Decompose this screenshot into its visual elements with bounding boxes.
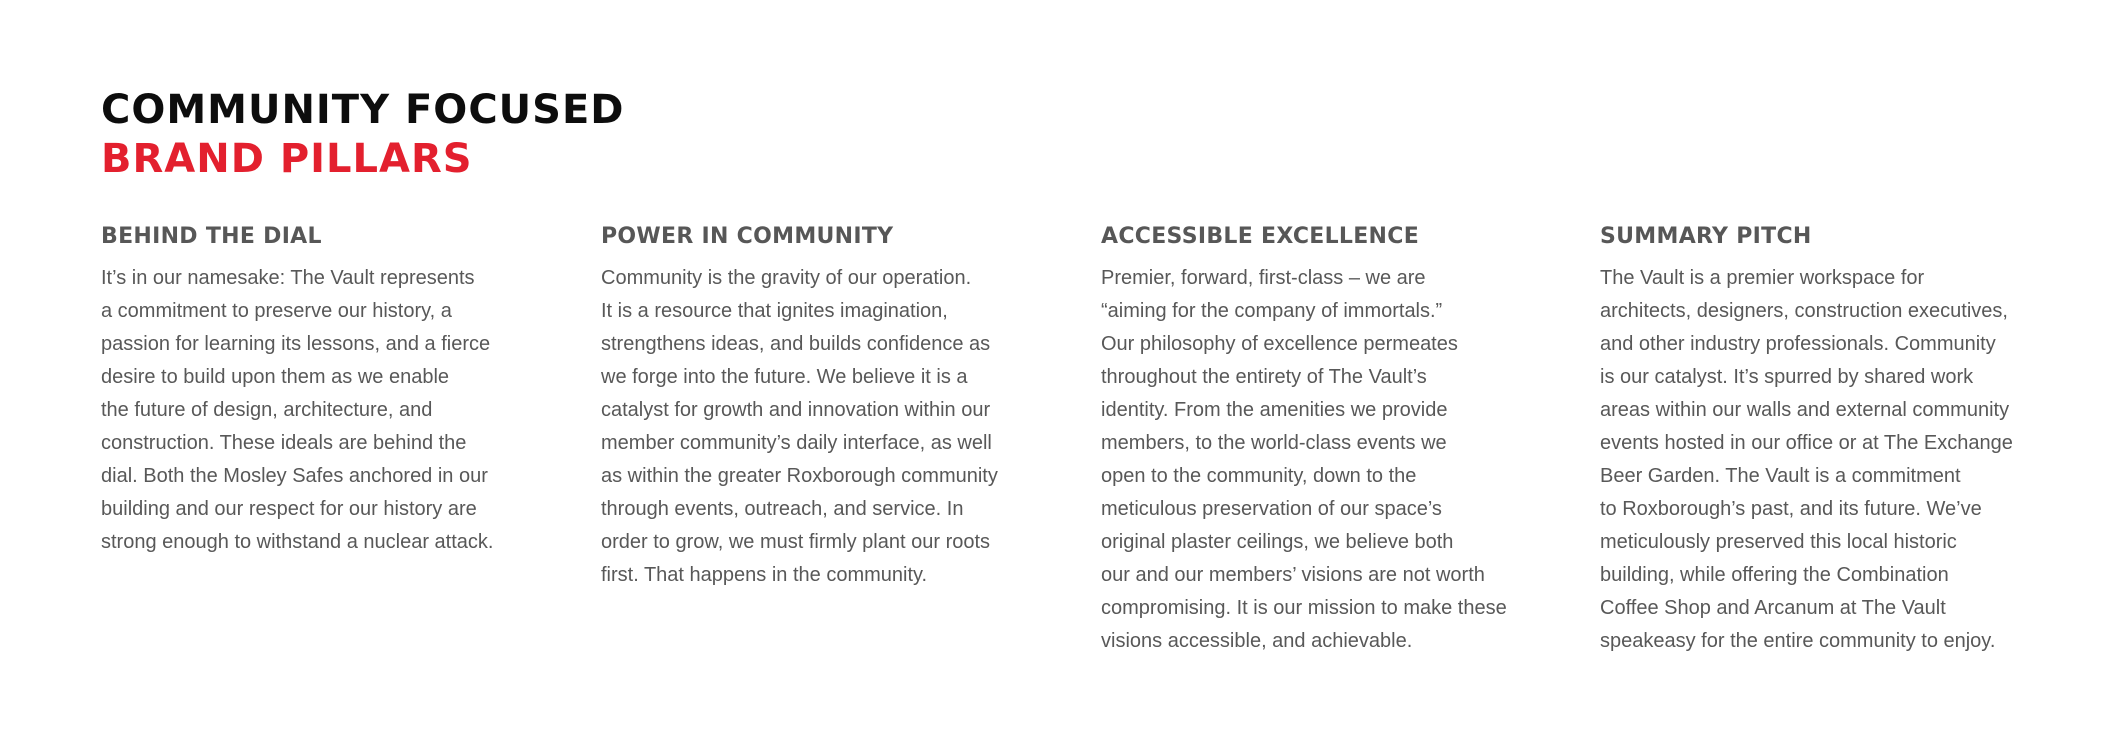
pillar-body-line: It is a resource that ignites imagination, [601,300,948,322]
pillar-body-line: as within the greater Roxborough community [601,465,998,487]
pillar-body-line: is our catalyst. It’s spurred by shared work [1600,366,1974,388]
page-heading [101,86,624,184]
pillar-body-line: we forge into the future. We believe it is a [601,366,968,388]
pillar-body-line: meticulous preservation of our space’s [1101,498,1442,520]
pillar-columns [0,222,2116,702]
pillar-body-line: member community’s daily interface, as well [601,432,992,454]
pillar-power-in-community [601,222,998,592]
pillar-body-line: “aiming for the company of immortals.” [1101,300,1443,322]
pillar-body [1101,262,1507,658]
pillar-title: ACCESSIBLE EXCELLENCE [1101,224,1420,249]
pillar-body-line: catalyst for growth and innovation within our [601,399,991,421]
pillar-body-line: architects, designers, construction executives, [1600,300,2008,322]
pillar-body-line: first. That happens in the community. [601,564,928,586]
pillar-body-line: desire to build upon them as we enable [101,366,450,388]
pillar-body-line: areas within our walls and external community [1600,399,2010,421]
page-subtitle: BRAND PILLARS [101,136,473,182]
pillar-body-line: and other industry professionals. Community [1600,333,1996,355]
pillar-body-line: strong enough to withstand a nuclear attack. [101,531,494,553]
pillar-body-line: building, while offering the Combination [1600,564,1949,586]
pillar-body-line: identity. From the amenities we provide [1101,399,1448,421]
pillar-body-line: our and our members’ visions are not worth [1101,564,1485,586]
pillar-body-line: building and our respect for our history are [101,498,477,520]
pillar-body [1600,262,2013,658]
pillar-title: BEHIND THE DIAL [101,224,322,249]
pillar-title: SUMMARY PITCH [1600,224,1812,249]
pillar-body-line: original plaster ceilings, we believe both [1101,531,1454,553]
pillar-body-line: throughout the entirety of The Vault’s [1101,366,1427,388]
pillar-title: POWER IN COMMUNITY [601,224,894,249]
pillar-body-line: open to the community, down to the [1101,465,1417,487]
pillar-body-line: members, to the world-class events we [1101,432,1447,454]
pillar-body-line: the future of design, architecture, and [101,399,433,421]
pillar-accessible-excellence [1101,222,1507,658]
pillar-body-line: construction. These ideals are behind the [101,432,467,454]
pillar-body [601,262,998,592]
pillar-body-line: Our philosophy of excellence permeates [1101,333,1458,355]
pillar-body-line: It’s in our namesake: The Vault represents [101,267,475,289]
pillar-body-line: passion for learning its lessons, and a fierce [101,333,491,355]
pillar-body-line: through events, outreach, and service. In [601,498,964,520]
pillar-body-line: a commitment to preserve our history, a [101,300,452,322]
pillar-body-line: events hosted in our office or at The Exchange [1600,432,2013,454]
pillar-body-line: visions accessible, and achievable. [1101,630,1413,652]
page-title: COMMUNITY FOCUSED [101,87,625,133]
pillar-body-line: dial. Both the Mosley Safes anchored in our [101,465,488,487]
pillar-body-line: Community is the gravity of our operation. [601,267,972,289]
pillar-body-line: to Roxborough’s past, and its future. We’ve [1600,498,1982,520]
pillar-body-line: The Vault is a premier workspace for [1600,267,1925,289]
pillar-body-line: strengthens ideas, and builds confidence as [601,333,991,355]
pillar-body-line: compromising. It is our mission to make these [1101,597,1507,619]
pillar-body-line: speakeasy for the entire community to enjoy. [1600,630,1996,652]
pillar-body-line: Coffee Shop and Arcanum at The Vault [1600,597,1946,619]
pillar-body-line: Premier, forward, first-class – we are [1101,267,1426,289]
pillar-body [101,262,493,559]
pillar-body-line: meticulously preserved this local historic [1600,531,1957,553]
pillar-body-line: Beer Garden. The Vault is a commitment [1600,465,1961,487]
pillar-behind-the-dial [101,222,493,559]
pillar-summary-pitch [1600,222,2013,658]
pillar-body-line: order to grow, we must firmly plant our roots [601,531,991,553]
